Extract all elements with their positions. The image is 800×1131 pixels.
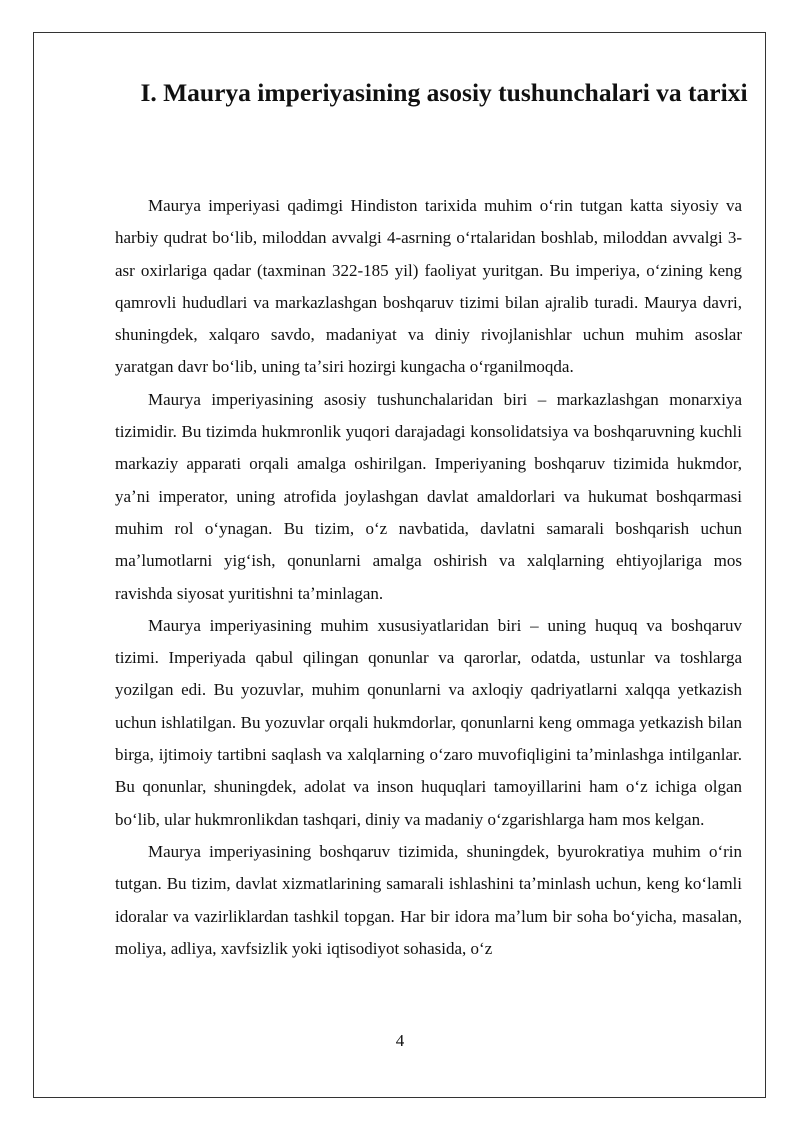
paragraph-1: Maurya imperiyasi qadimgi Hindiston tarixida muhim oʻrin tutgan katta siyosiy va harbiy qudrat boʻlib, miloddan avvalgi 4-asrning oʻrtalaridan boshlab, miloddan avvalgi 3-asr oxirlariga qadar (taxminan 322-185 yil) faoliyat yuritgan. Bu imperiya, oʻzining keng qamrovli hududlari va markazlashgan boshqaruv tizimi bilan ajralib turadi. Maurya davri, shuningdek, xalqaro savdo, madaniyat va diniy rivojlanishlar uchun muhim asoslar yaratgan davr boʻlib, uning taʼsiri hozirgi kungacha oʻrganilmoqda. (115, 196, 742, 377)
paragraph-3: Maurya imperiyasining muhim xususiyatlaridan biri – uning huquq va boshqaruv tizimi. Imperiyada qabul qilingan qonunlar va qarorlar, odatda, ustunlar va toshlarga yozilgan edi. Bu yozuvlar, muhim qonunlarni va axloqiy qadriyatlarni xalqqa yetkazish uchun ishlatilgan. Bu yozuvlar orqali hukmdorlar, qonunlarni keng ommaga yetkazish bilan birga, ijtimoiy tartibni saqlash va xalqlarning oʻzaro muvofiqligini taʼminlashga intilganlar. Bu qonunlar, shuningdek, adolat va inson huquqlari tamoyillarini ham oʻz ichiga olgan boʻlib, ular hukmronlikdan tashqari, diniy va madaniy oʻzgarishlarga ham mos kelgan. (115, 615, 742, 829)
body-text (115, 190, 742, 965)
page-title: I. Maurya imperiyasining asosiy tushunchalari va tarixi (140, 78, 748, 107)
paragraph-2: Maurya imperiyasining asosiy tushunchalaridan biri – markazlashgan monarxiya tizimidir. Bu tizimda hukmronlik yuqori darajadagi konsolidatsiya va boshqaruvning kuchli markaziy apparati orqali amalga oshirilgan. Imperiyaning boshqaruv tizimida hukmdor, yaʼni imperator, uning atrofida joylashgan davlat amaldorlari va hukumat boshqarmasi muhim rol oʻynagan. Bu tizim, oʻz navbatida, davlatni samarali boshqarish uchun maʼlumotlarni yigʻish, qonunlarni amalga oshirish va xalqlarning ehtiyojlariga mos ravishda siyosat yuritishni taʼminlagan. (115, 389, 742, 603)
page-number: 4 (395, 1031, 405, 1050)
paragraph-4: Maurya imperiyasining boshqaruv tizimida, shuningdek, byurokratiya muhim oʻrin tutgan. Bu tizim, davlat xizmatlarining samarali ishlashini taʼminlash uchun, keng koʻlamli idoralar va vazirliklardan tashkil topgan. Har bir idora maʼlum bir soha boʻyicha, masalan, moliya, adliya, xavfsizlik yoki iqtisodiyot sohasida, oʻz (115, 841, 742, 958)
